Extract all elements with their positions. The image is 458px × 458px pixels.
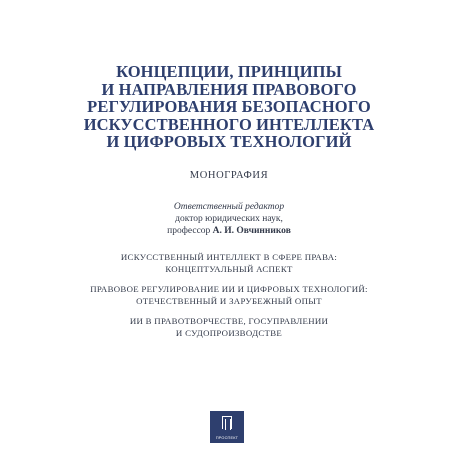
publisher-logo-text: ПРОСПЕКТ [215,436,239,440]
editor-line [0,225,458,237]
editor-title: профессор [167,226,211,236]
title-line: И ЦИФРОВЫХ ТЕХНОЛОГИЙ [106,132,352,151]
title-line: И НАПРАВЛЕНИЯ ПРАВОВОГО [101,79,357,99]
book-title [0,63,458,151]
title-line: КОНЦЕПЦИИ, ПРИНЦИПЫ [116,62,342,81]
section-line: И СУДОПРОИЗВОДСТВЕ [175,327,283,338]
editor-name: А. И. Овчинников [212,226,291,236]
title-line: РЕГУЛИРОВАНИЯ БЕЗОПАСНОГО [87,97,371,116]
section-item [0,316,458,339]
section-item [0,252,458,275]
section-line: ИИ В ПРАВОТВОРЧЕСТВЕ, ГОСУПРАВЛЕНИИ [129,316,329,326]
section-line: ИСКУССТВЕННЫЙ ИНТЕЛЛЕКТ В СФЕРЕ ПРАВА: [120,252,338,262]
editor-block [0,201,458,237]
section-item [0,284,458,307]
editor-degree: доктор юридических наук, [175,214,283,224]
editor-role: Ответственный редактор [173,202,285,212]
section-line: КОНЦЕПТУАЛЬНЫЙ АСПЕКТ [165,263,293,274]
section-list [0,252,458,348]
publisher-logo [210,411,244,443]
section-line: ПРАВОВОЕ РЕГУЛИРОВАНИЕ ИИ И ЦИФРОВЫХ ТЕХНОЛОГИЙ: [90,284,368,294]
title-line: ИСКУССТВЕННОГО ИНТЕЛЛЕКТА [83,114,375,134]
section-line: ОТЕЧЕСТВЕННЫЙ И ЗАРУБЕЖНЫЙ ОПЫТ [136,295,322,306]
prospekt-logo-icon [222,416,232,429]
genre-label: МОНОГРАФИЯ [189,170,269,181]
